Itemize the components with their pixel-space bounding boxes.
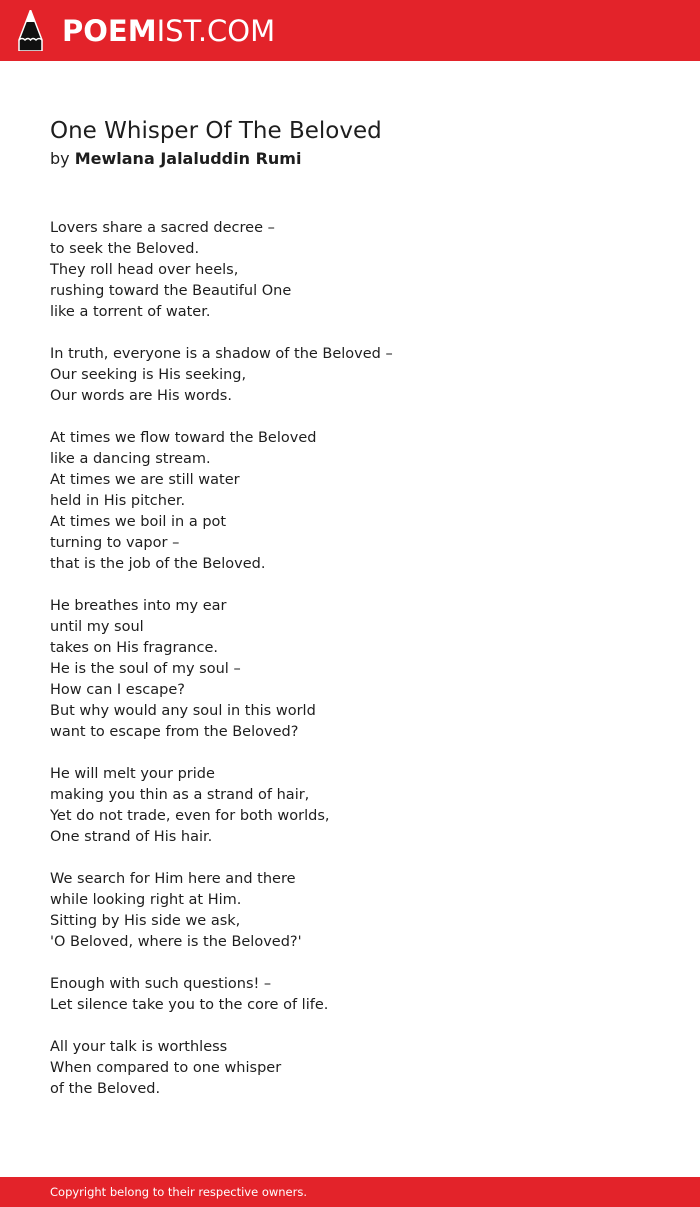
pencil-tip-icon[interactable] xyxy=(18,10,43,51)
poem-line: 'O Beloved, where is the Beloved?' xyxy=(50,934,302,950)
poem-line: that is the job of the Beloved. xyxy=(50,556,266,572)
stanza xyxy=(50,764,650,848)
poem-line: All your talk is worthless xyxy=(50,1039,228,1055)
byline xyxy=(50,148,301,170)
stanza xyxy=(50,344,650,407)
poem-line: Enough with such questions! – xyxy=(50,976,272,992)
site-footer xyxy=(0,1177,700,1207)
by-label: by xyxy=(50,149,70,168)
poem-line: He breathes into my ear xyxy=(50,598,227,614)
stanza xyxy=(50,218,650,323)
poem-body xyxy=(50,218,650,1121)
poem-line: We search for Him here and there xyxy=(50,871,296,887)
poem-line: until my soul xyxy=(50,619,144,635)
stanza xyxy=(50,869,650,953)
poem-line: to seek the Beloved. xyxy=(50,241,200,257)
stanza xyxy=(50,428,650,575)
poem-line: At times we boil in a pot xyxy=(50,514,227,530)
poem-line: of the Beloved. xyxy=(50,1081,161,1097)
logo-bold-text: POEM xyxy=(62,14,157,48)
poem-line: Yet do not trade, even for both worlds, xyxy=(50,808,330,824)
poem-line: Lovers share a sacred decree – xyxy=(50,220,275,236)
site-header xyxy=(0,0,700,61)
stanza xyxy=(50,596,650,743)
poem-line: turning to vapor – xyxy=(50,535,180,551)
poem-line: takes on His fragrance. xyxy=(50,640,218,656)
site-logo[interactable] xyxy=(62,11,275,51)
poem-line: Sitting by His side we ask, xyxy=(50,913,241,929)
poem-line: Our words are His words. xyxy=(50,388,232,404)
stanza xyxy=(50,1037,650,1100)
poem-line: But why would any soul in this world xyxy=(50,703,316,719)
poem-line: Let silence take you to the core of life. xyxy=(50,997,329,1013)
poem-line: When compared to one whisper xyxy=(50,1060,282,1076)
copyright-notice: Copyright belong to their respective owners. xyxy=(50,1185,308,1199)
poem-line: At times we are still water xyxy=(50,472,240,488)
poem-line: At times we flow toward the Beloved xyxy=(50,430,317,446)
poem-line: He is the soul of my soul – xyxy=(50,661,241,677)
poem-line: They roll head over heels, xyxy=(50,262,239,278)
poem-line: Our seeking is His seeking, xyxy=(50,367,247,383)
stanza xyxy=(50,974,650,1016)
poem-line: like a torrent of water. xyxy=(50,304,211,320)
poem-line: In truth, everyone is a shadow of the Beloved – xyxy=(50,346,393,362)
poem-line: One strand of His hair. xyxy=(50,829,213,845)
poem-line: How can I escape? xyxy=(50,682,185,698)
poem-line: making you thin as a strand of hair, xyxy=(50,787,310,803)
author-name: Mewlana Jalaluddin Rumi xyxy=(74,149,302,168)
poem-line: like a dancing stream. xyxy=(50,451,211,467)
poem-line: while looking right at Him. xyxy=(50,892,242,908)
poem-line: He will melt your pride xyxy=(50,766,215,782)
poem-line: want to escape from the Beloved? xyxy=(50,724,299,740)
logo-light-text: IST.COM xyxy=(156,14,276,48)
poem-line: held in His pitcher. xyxy=(50,493,186,509)
poem-title: One Whisper Of The Beloved xyxy=(50,118,382,144)
poem-line: rushing toward the Beautiful One xyxy=(50,283,292,299)
